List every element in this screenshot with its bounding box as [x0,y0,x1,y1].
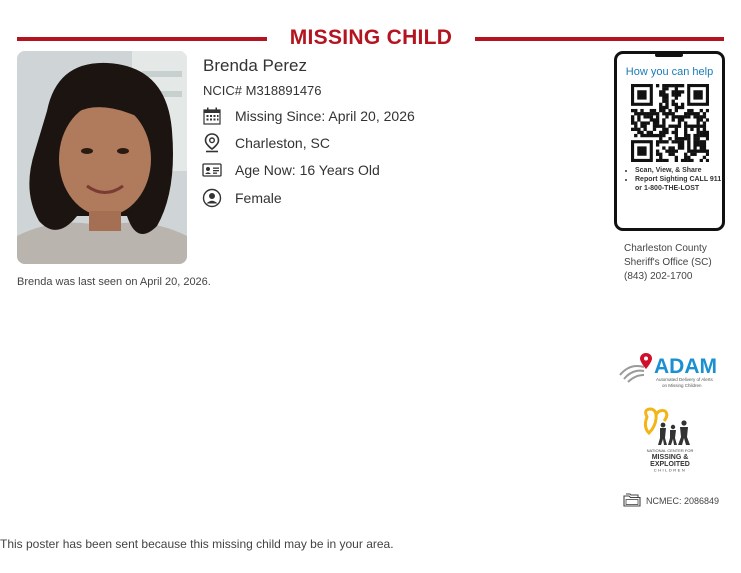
location-row [201,131,330,155]
folders-icon [623,493,641,509]
help-heading: How you can help [625,66,714,78]
ncmec-case-number: NCMEC: 2086849 [646,496,720,506]
agency-contact [624,242,734,284]
ncmec-line-1: NATIONAL CENTER FOR [646,448,694,453]
missing-since: Missing Since: April 20, 2026 [235,108,415,124]
last-seen-text: Brenda was last seen on April 20, 2026. [17,276,211,288]
title-rule-right [475,37,724,41]
calendar-icon [201,105,223,127]
help-list [623,166,725,193]
agency-phone: (843) 202-1700 [624,271,693,282]
person-icon [201,187,223,209]
missing-since-row [201,104,415,128]
title-rule-left [17,37,267,41]
ncmec-line-3: EXPLOITED [650,461,690,468]
adam-tagline-2: on Missing Children [662,383,702,388]
map-pin-icon [201,132,223,154]
gender-row [201,186,282,210]
location: Charleston, SC [235,135,330,151]
adam-wordmark: ADAM [654,355,717,378]
ncic-number: NCIC# M318891476 [203,83,322,98]
gender: Female [235,190,282,206]
ncmec-logo [639,407,701,473]
child-photo [17,51,187,264]
phone-notch [655,53,683,57]
help-item: • Scan, View, & Share [635,166,725,175]
adam-logo [618,351,722,391]
poster-title: MISSING CHILD [289,26,453,49]
agency-name-line1: Charleston County [624,243,707,254]
ncmec-line-2: MISSING & [651,454,689,461]
help-phone-card [614,51,725,231]
ncmec-id [623,493,719,509]
ncmec-line-4: CHILDREN [653,467,687,473]
footer-notice: This poster has been sent because this missing child may be in your area. [0,537,394,551]
help-item: • Report Sighting CALL 911 or 1-800-THE-LOST [635,175,725,193]
agency-name-line2: Sheriff's Office (SC) [624,257,712,268]
qr-code[interactable] [631,84,709,162]
age-row [201,158,380,182]
adam-tagline-1: Automated Delivery of Alerts [656,377,713,382]
id-card-icon [201,159,223,181]
age-now: Age Now: 16 Years Old [235,162,380,178]
child-name: Brenda Perez [203,56,307,75]
